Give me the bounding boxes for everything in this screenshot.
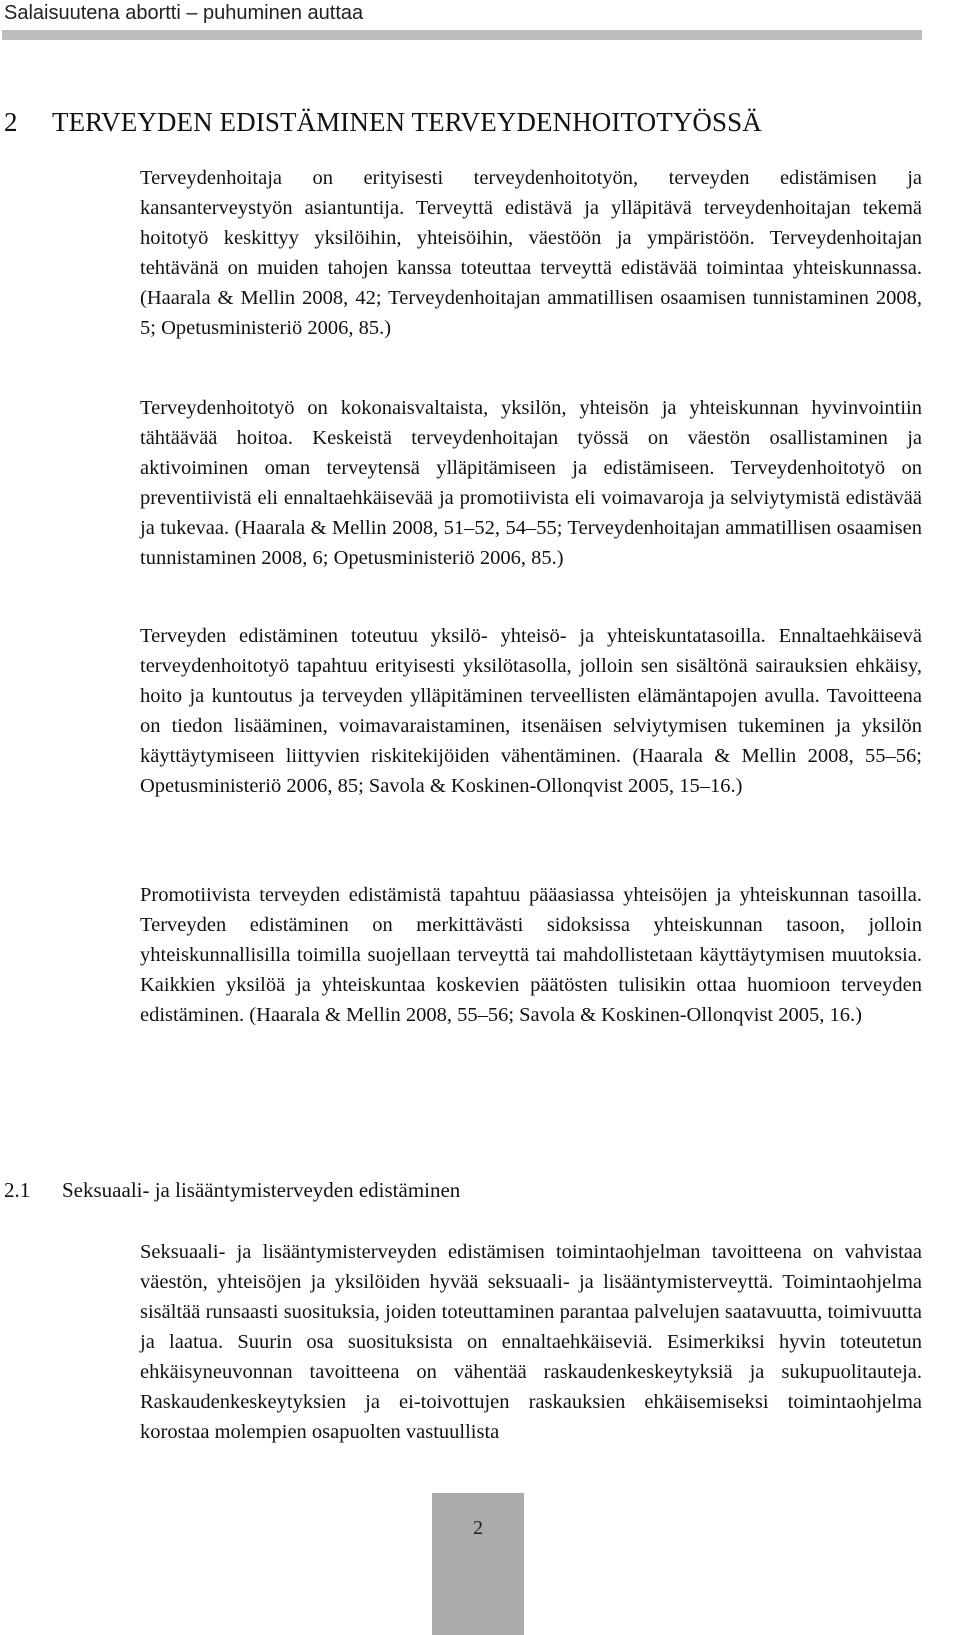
- paragraph: Terveyden edistäminen toteutuu yksilö- yhteisö- ja yhteiskuntatasoilla. Ennaltaehkäisevä terveydenhoitotyö tapahtuu erityisesti yksilötasolla, jolloin sen sisältönä sairauksien ehkäisy, hoito ja kuntoutus ja terveyden ylläpitäminen terveellisten elämäntapojen avulla. Tavoitteena on tiedon lisääminen, voimavaraistaminen, itsenäisen selviytymisen tukeminen ja yksilön käyttäytymiseen liittyvien riskitekijöiden vähentäminen. (Haarala & Mellin 2008, 55–56; Opetusministeriö 2006, 85; Savola & Koskinen-Ollonqvist 2005, 15–16.): [140, 625, 922, 797]
- paragraph: Terveydenhoitotyö on kokonaisvaltaista, yksilön, yhteisön ja yhteiskunnan hyvinvointiin tähtäävää hoitoa. Keskeistä terveydenhoitajan työssä on väestön osallistaminen ja aktivoiminen oman terveytensä ylläpitämiseen ja edistämiseen. Terveydenhoitotyö on preventiivistä eli ennaltaehkäisevää ja promotiivista eli voimavaroja ja selviytymistä edistävää ja tukevaa. (Haarala & Mellin 2008, 51–52, 54–55; Terveydenhoitajan ammatillisen osaamisen tunnistaminen 2008, 6; Opetusministeriö 2006, 85.): [140, 397, 922, 569]
- section-heading: [4, 107, 762, 138]
- paragraph: Terveydenhoitaja on erityisesti terveydenhoitotyön, terveyden edistämisen ja kansanterveystyön asiantuntija. Terveyttä edistävä ja ylläpitävä terveydenhoitajan tekemä hoitotyö keskittyy yksilöihin, yhteisöihin, väestöön ja ympäristöön. Terveydenhoitajan tehtävänä on muiden tahojen kanssa toteuttaa terveyttä edistävää toimintaa yhteiskunnassa. (Haarala & Mellin 2008, 42; Terveydenhoitajan ammatillisen osaamisen tunnistaminen 2008, 5; Opetusministeriö 2006, 85.): [140, 167, 922, 339]
- paragraph: Seksuaali- ja lisääntymisterveyden edistämisen toimintaohjelman tavoitteena on vahvistaa väestön, yhteisöjen ja yksilöiden hyvää seksuaali- ja lisääntymisterveyttä. Toimintaohjelma sisältää runsaasti suosituksia, joiden toteuttaminen parantaa palvelujen saatavuutta, toimivuutta ja laatua. Suurin osa suosituksista on ennaltaehkäiseviä. Esimerkiksi hyvin toteutetun ehkäisyneuvonnan tavoitteena on vähentää raskaudenkeskeytyksiä ja sukupuolitauteja. Raskaudenkeskeytyksien ja ei-toivottujen raskauksien ehkäisemiseksi toimintaohjelma korostaa molempien osapuolten vastuullista: [140, 1241, 922, 1443]
- section-title: TERVEYDEN EDISTÄMINEN TERVEYDENHOITOTYÖSSÄ: [52, 107, 762, 137]
- page-number-box: [432, 1493, 524, 1635]
- running-header: [2, 0, 922, 40]
- header-title: Salaisuutena abortti – puhuminen auttaa: [4, 2, 364, 24]
- section-number: 2: [4, 107, 18, 137]
- paragraph: Promotiivista terveyden edistämistä tapahtuu pääasiassa yhteisöjen ja yhteiskunnan tasoilla. Terveyden edistäminen on merkittävästi sidoksissa yhteiskunnan tasoon, jolloin yhteiskunnallisilla toimilla suojellaan terveyttä tai mahdollistetaan käyttäytymisen muutoksia. Kaikkien yksilöä ja yhteiskuntaa koskevien päätösten tulisikin ottaa huomioon terveyden edistäminen. (Haarala & Mellin 2008, 55–56; Savola & Koskinen-Ollonqvist 2005, 16.): [140, 884, 922, 1026]
- subsection-title: Seksuaali- ja lisääntymisterveyden edistäminen: [62, 1178, 461, 1202]
- header-rule: [2, 30, 922, 40]
- subsection-number: 2.1: [4, 1178, 31, 1202]
- page-number: 2: [473, 1517, 483, 1539]
- subsection-heading: [4, 1178, 460, 1203]
